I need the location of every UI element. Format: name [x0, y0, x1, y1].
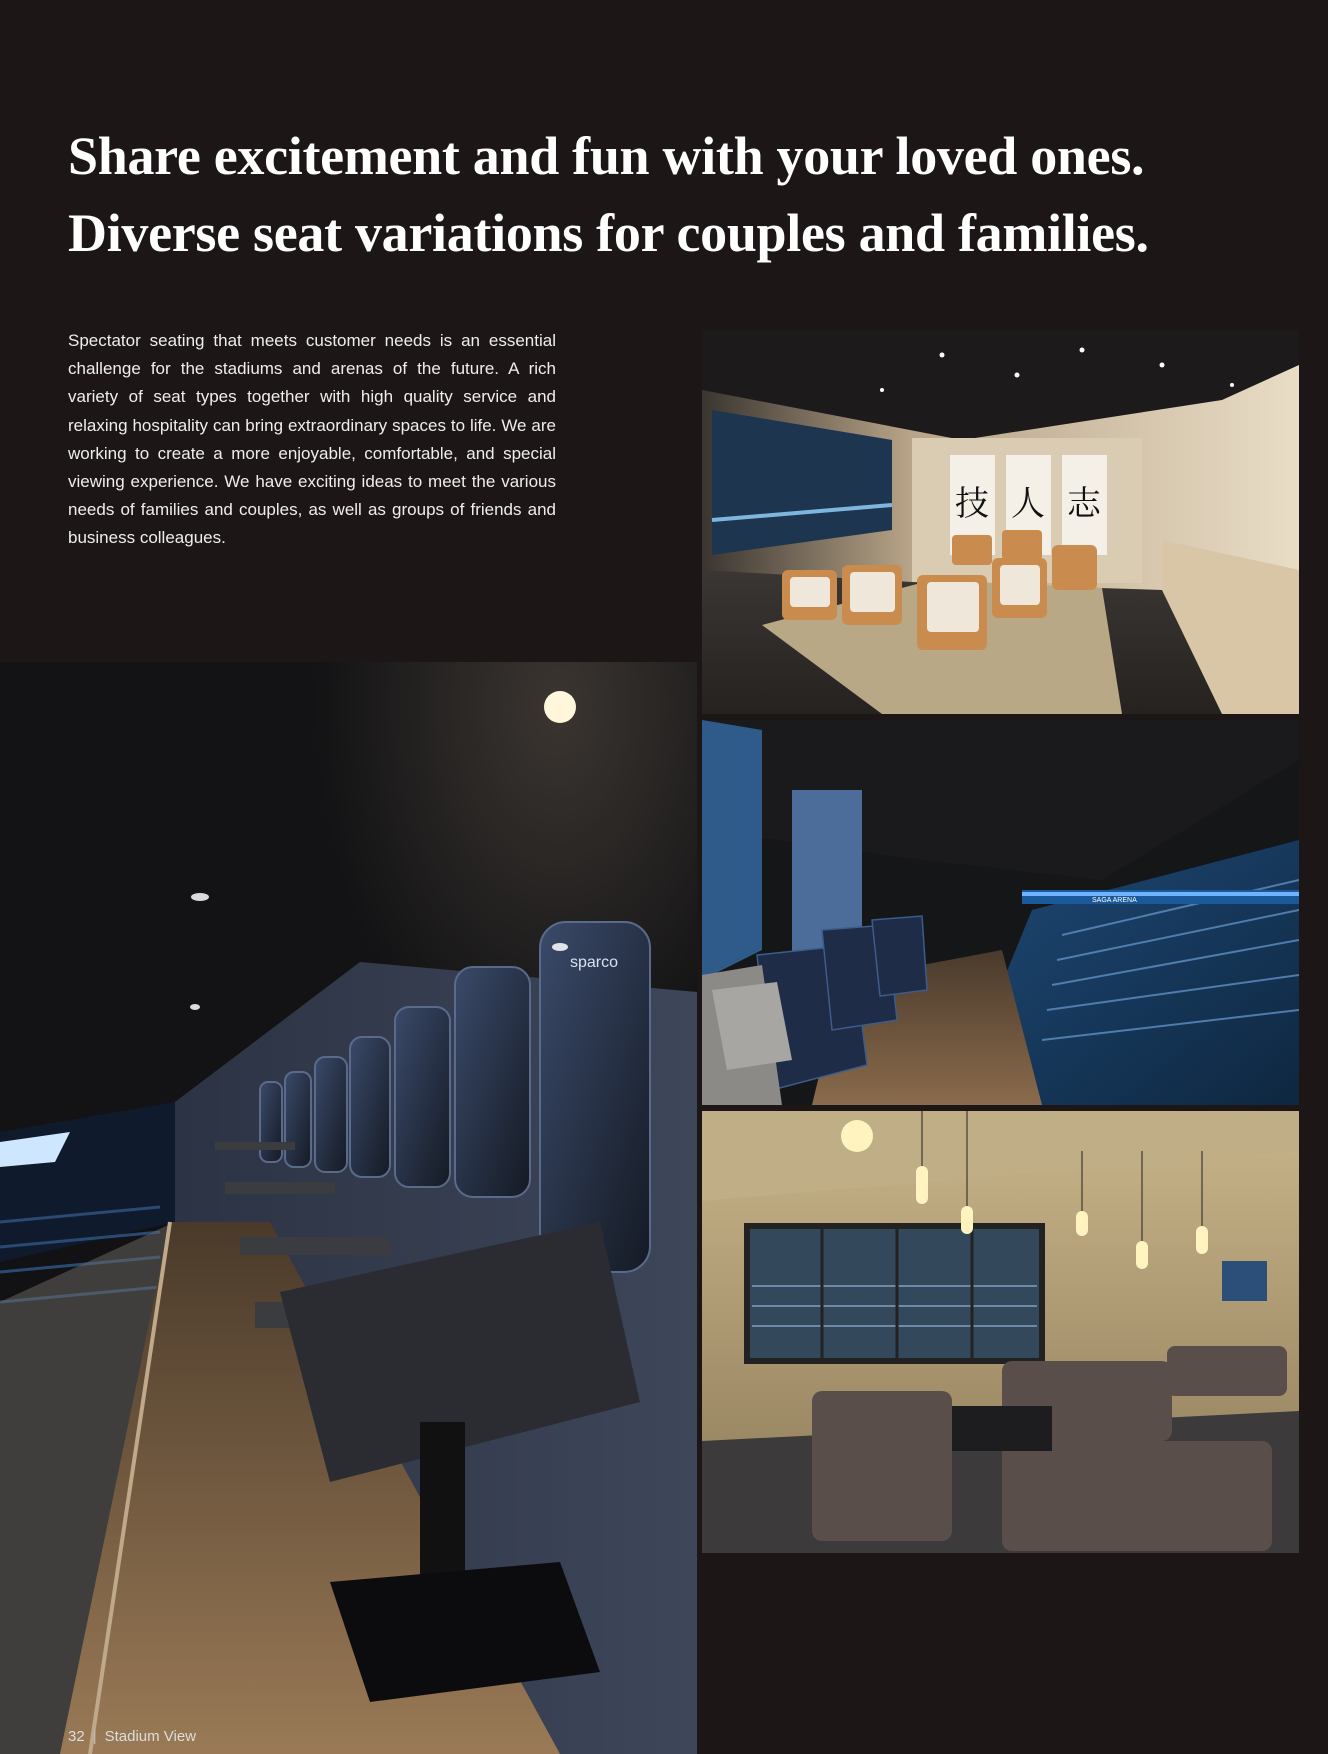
footer-separator: |	[92, 1728, 97, 1745]
box-seats-photo	[702, 720, 1299, 1105]
headline	[68, 118, 1288, 272]
lounge-photo	[702, 1111, 1299, 1553]
calligraphy-1: 技	[955, 484, 989, 524]
seat-brand-logo: sparco	[570, 954, 619, 971]
led-ribbon-text: SAGA ARENA	[1092, 897, 1137, 904]
section-name: Stadium View	[104, 1728, 197, 1745]
body-paragraph: Spectator seating that meets customer needs is an essential challenge for the stadiums and arenas of the future. A rich variety of seat types together with high quality service and relaxing hospitality can bring extraordinary spaces to life. We are working to create a more enjoyable, comfortable, and special viewing experience. We have exciting ideas to meet the various needs of families and couples, as well as groups of friends and business colleagues.	[68, 331, 556, 548]
headline-line-2: Diverse seat variations for couples and families.	[68, 203, 1149, 263]
calligraphy-3: 志	[1067, 484, 1101, 524]
vip-room-photo	[702, 330, 1299, 714]
page-number: 32	[68, 1728, 85, 1745]
headline-line-1: Share excitement and fun with your loved ones.	[68, 126, 1145, 186]
racing-seats-photo	[0, 662, 697, 1754]
calligraphy-2: 人	[1011, 484, 1045, 524]
page-footer	[68, 1728, 196, 1745]
